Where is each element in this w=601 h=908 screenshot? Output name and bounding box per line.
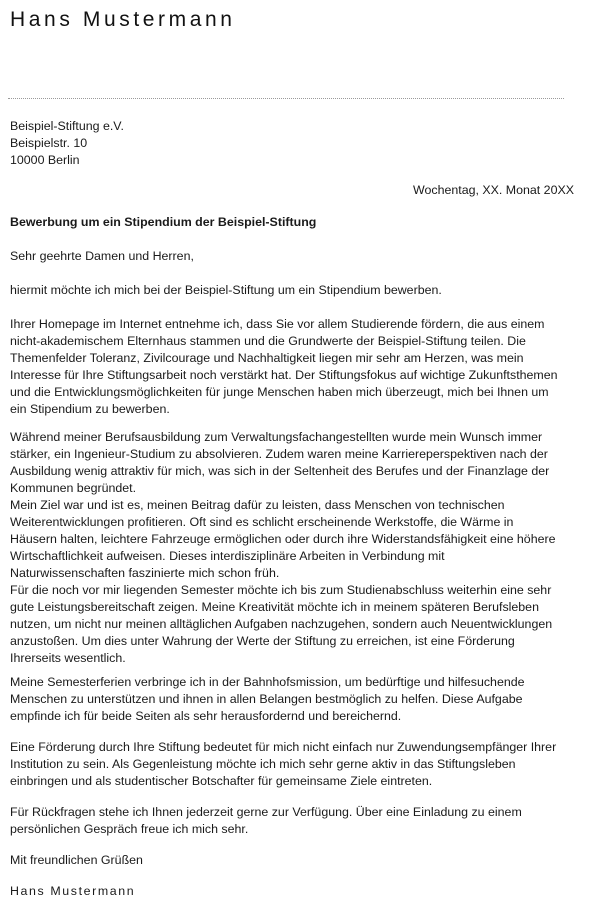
text-line: Naturwissenschaften faszinierte mich schon früh. xyxy=(10,566,280,580)
text-line: Themenfelder Toleranz, Zivilcourage und Nachhaltigkeit liegen mir sehr am Herzen, was mein xyxy=(10,351,524,365)
paragraph-4 xyxy=(10,674,590,725)
text-line: hiermit möchte ich mich bei der Beispiel-Stiftung um ein Stipendium bewerben. xyxy=(10,283,442,297)
recipient-org: Beispiel-Stiftung e.V. xyxy=(10,119,124,133)
text-line: Menschen zu unterstützen und ihnen in allen Belangen bestmöglich zu helfen. Diese Aufgabe xyxy=(10,692,523,706)
text-line: Wirtschaftlichkeit aufweisen. Dieses interdisziplinäre Arbeiten in Verbindung mit xyxy=(10,549,445,563)
text-line: ein Stipendium zu bewerben. xyxy=(10,402,170,416)
text-line: Meine Semesterferien verbringe ich in der Bahnhofsmission, um bedürftige und hilfesuchende xyxy=(10,675,525,689)
text-line: Weiterentwicklungen profitieren. Oft sind es schlicht erscheinende Werkstoffe, die Wärme in xyxy=(10,515,514,529)
text-line: Für Rückfragen stehe ich Ihnen jederzeit gerne zur Verfügung. Über eine Einladung zu einem xyxy=(10,805,522,819)
text-line: Ihrer Homepage im Internet entnehme ich, dass Sie vor allem Studierende fördern, die aus einem xyxy=(10,317,545,331)
paragraph-6 xyxy=(10,804,590,838)
text-line: gute Leistungsbereitschaft zeigen. Meine Kreativität möchte ich in meinem späteren Berufsleben xyxy=(10,600,539,614)
text-line: anzustoßen. Um dies unter Wahrung der Werte der Stiftung zu erreichen, ist eine Förderung xyxy=(10,634,515,648)
text-line: und die Entwicklungsmöglichkeiten für junge Menschen haben mich überzeugt, mich bei Ihnen um xyxy=(10,385,549,399)
signature-name: Hans Mustermann xyxy=(10,884,136,898)
letter-date: Wochentag, XX. Monat 20XX xyxy=(413,183,574,197)
text-line: Mein Ziel war und ist es, meinen Beitrag dafür zu leisten, dass Menschen von technischen xyxy=(10,498,505,512)
salutation: Sehr geehrte Damen und Herren, xyxy=(10,249,194,263)
recipient-city: 10000 Berlin xyxy=(10,153,80,167)
paragraph-1 xyxy=(10,282,590,299)
text-line: nicht-akademischem Elternhaus stammen und die Grundwerte der Beispiel-Stiftung teilen. Die xyxy=(10,334,526,348)
text-line: Häusern halten, leichtere Fahrzeuge ermöglichen oder durch ihre Widerstandsfähigkeit eine höhere xyxy=(10,532,556,546)
text-line: Eine Förderung durch Ihre Stiftung bedeutet für mich nicht einfach nur Zuwendungsempfänger Ihrer xyxy=(10,740,557,754)
text-line: stärker, ein Ingenieur-Studium zu absolvieren. Zudem waren meine Karriereperspektiven nach der xyxy=(10,447,548,461)
recipient-address xyxy=(10,118,124,169)
text-line: persönlichen Gespräch freue ich mich sehr. xyxy=(10,822,249,836)
text-line: Ihrerseits wesentlich. xyxy=(10,651,126,665)
paragraph-5 xyxy=(10,739,590,790)
text-line: Kommunen begründet. xyxy=(10,481,137,495)
letterhead-name: Hans Mustermann xyxy=(10,8,236,31)
text-line: nutzen, um nicht nur meinen alltäglichen Aufgaben nachzugehen, sondern auch Neuentwicklungen xyxy=(10,617,553,631)
recipient-street: Beispielstr. 10 xyxy=(10,136,88,150)
text-line: Für die noch vor mir liegenden Semester möchte ich bis zum Studienabschluss weiterhin eine sehr xyxy=(10,583,552,597)
text-line: Während meiner Berufsausbildung zum Verwaltungsfachangestellten wurde mein Wunsch immer xyxy=(10,430,543,444)
text-line: Ausbildung wenig attraktiv für mich, was sich in der Seltenheit des Berufes und der Finanzlage der xyxy=(10,464,550,478)
letterhead-divider xyxy=(8,98,564,99)
letter-subject: Bewerbung um ein Stipendium der Beispiel-Stiftung xyxy=(10,215,317,229)
closing: Mit freundlichen Grüßen xyxy=(10,853,143,867)
text-line: Institution zu sein. Als Gegenleistung möchte ich mich sehr gerne aktiv in das Stiftungsleben xyxy=(10,757,516,771)
text-line: einbringen und als studentischer Botschafter für gemeinsame Ziele eintreten. xyxy=(10,774,433,788)
paragraph-3 xyxy=(10,429,590,667)
paragraph-2 xyxy=(10,316,590,418)
text-line: Interesse für Ihre Stiftungsarbeit noch verstärkt hat. Der Stiftungsfokus auf wichtige Zukunftsthemen xyxy=(10,368,558,382)
text-line: empfinde ich für beide Seiten als sehr herausfordernd und bereichernd. xyxy=(10,709,402,723)
